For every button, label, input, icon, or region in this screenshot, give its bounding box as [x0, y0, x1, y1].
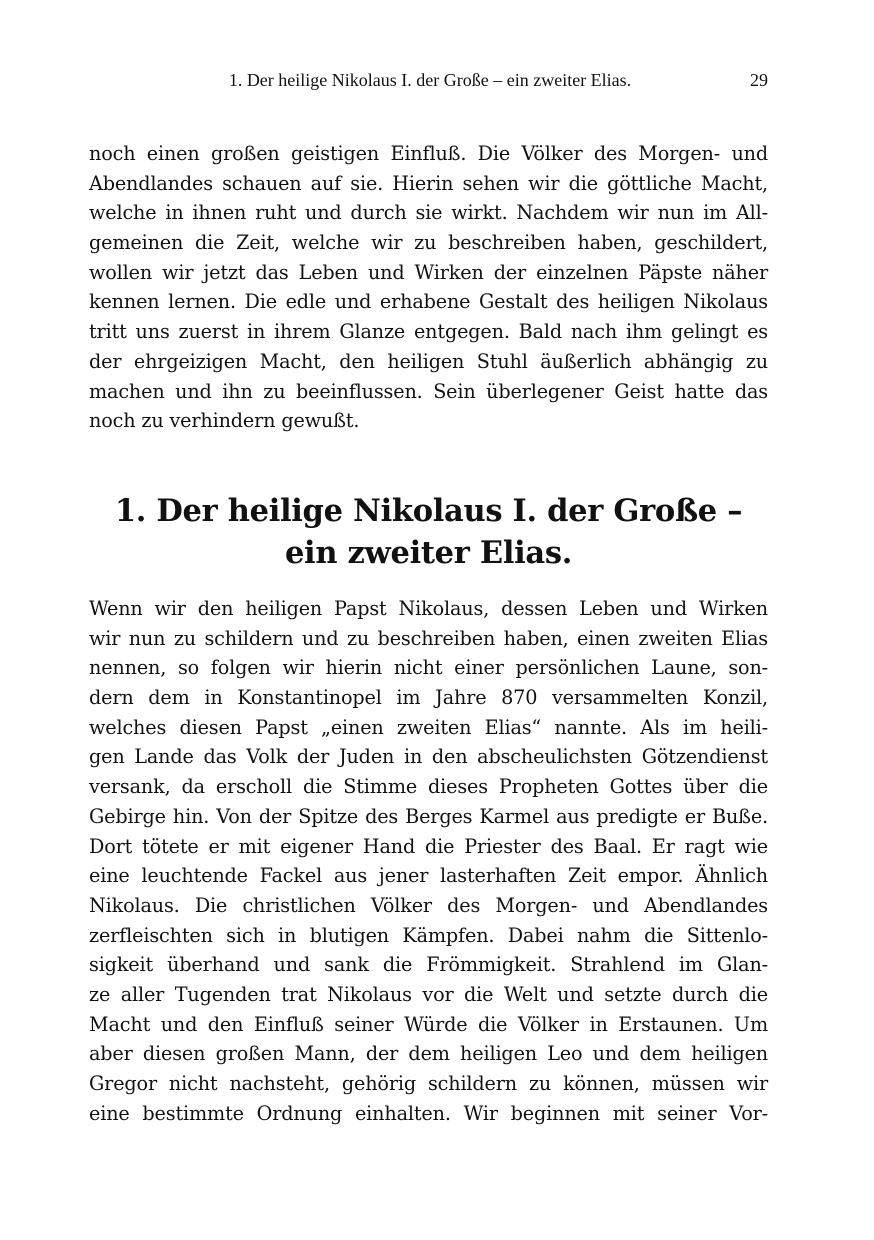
text-line: gen Lande das Volk der Juden in den abscheulichsten Götzendienst [89, 745, 768, 769]
chapter-heading [89, 490, 768, 574]
text-line: nennen, so folgen wir hierin nicht einer persönlichen Laune, son- [89, 656, 768, 680]
text-line: eine leuchtende Fackel aus jener lasterhaften Zeit empor. Ähnlich [89, 864, 768, 888]
text-line: aber diesen großen Mann, der dem heiligen Leo und dem heiligen [89, 1042, 768, 1066]
text-line: kennen lernen. Die edle und erhabene Gestalt des heiligen Nikolaus [89, 290, 768, 314]
running-title: 1. Der heilige Nikolaus I. der Große – ein zweiter Elias. [228, 70, 632, 90]
text-line: gemeinen die Zeit, welche wir zu beschreiben haben, geschildert, [89, 231, 768, 255]
text-line: wollen wir jetzt das Leben und Wirken der einzelnen Päpste näher [89, 260, 768, 284]
text-line: sigkeit überhand und sank die Frömmigkeit. Strahlend im Glan- [89, 953, 768, 977]
chapter-heading-line: ein zweiter Elias. [284, 535, 573, 571]
page-number: 29 [750, 70, 768, 90]
text-line: welches diesen Papst „einen zweiten Elias“ nannte. Als im heili- [89, 715, 768, 739]
text-line: Abendlandes schauen auf sie. Hierin sehen wir die göttliche Macht, [89, 171, 768, 195]
text-line: tritt uns zuerst in ihrem Glanze entgegen. Bald nach ihm gelingt es [89, 320, 768, 344]
text-line: Wenn wir den heiligen Papst Nikolaus, dessen Leben und Wirken [89, 597, 768, 620]
text-line: noch zu verhindern gewußt. [89, 409, 360, 433]
chapter-heading-line: 1. Der heilige Nikolaus I. der Große – [114, 493, 743, 529]
text-line: eine bestimmte Ordnung einhalten. Wir beginnen mit seiner Vor- [89, 1101, 768, 1125]
paragraph-intro [89, 139, 768, 436]
running-header [0, 68, 874, 94]
text-line: welche in ihnen ruht und durch sie wirkt. Nachdem wir nun im All- [89, 201, 768, 225]
text-line: noch einen großen geistigen Einfluß. Die Völker des Morgen- und [89, 142, 768, 165]
text-line: Macht und den Einfluß seiner Würde die Völker in Erstaunen. Um [89, 1012, 768, 1036]
text-line: Gebirge hin. Von der Spitze des Berges Karmel aus predigte er Buße. [89, 804, 768, 828]
text-line: Nikolaus. Die christlichen Völker des Morgen- und Abendlandes [89, 893, 768, 917]
text-line: machen und ihn zu beeinflussen. Sein überlegener Geist hatte das [89, 379, 768, 403]
text-line: zerfleischten sich in blutigen Kämpfen. Dabei nahm die Sittenlo- [89, 923, 768, 947]
paragraph-body [89, 594, 768, 1128]
text-line: Dort tötete er mit eigener Hand die Priester des Baal. Er ragt wie [89, 834, 768, 858]
text-line: ze aller Tugenden trat Nikolaus vor die Welt und setzte durch die [89, 982, 768, 1006]
text-line: Gregor nicht nachsteht, gehörig schildern zu können, müssen wir [89, 1072, 768, 1095]
text-line: versank, da erscholl die Stimme dieses Propheten Gottes über die [89, 775, 768, 799]
text-line: der ehrgeizigen Macht, den heiligen Stuhl äußerlich abhängig zu [89, 349, 768, 373]
text-line: wir nun zu schildern und zu beschreiben haben, einen zweiten Elias [89, 626, 768, 650]
text-line: dern dem in Konstantinopel im Jahre 870 versammelten Konzil, [89, 686, 768, 710]
